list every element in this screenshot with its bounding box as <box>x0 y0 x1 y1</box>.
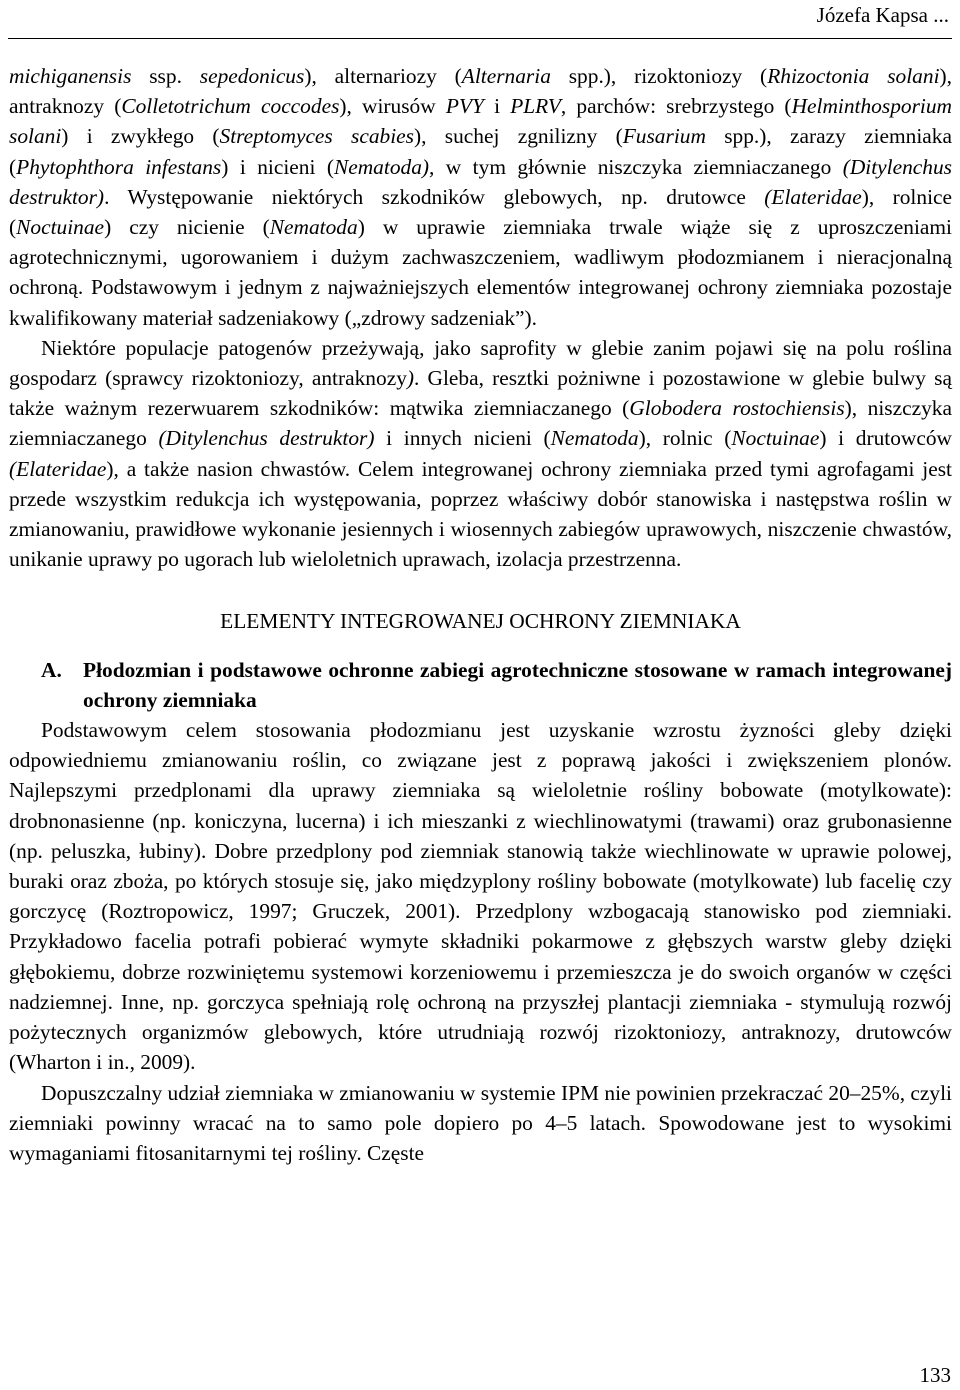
italic-text-run: Nematoda), <box>333 154 435 179</box>
text-run: Dopuszczalny udział ziemniaka w zmianowaniu w systemie IPM nie powinien przekraczać 20–25%, czyli ziemniaki powinny wracać na to samo pole dopiero po 4–5 latach. Spowodowane jest to wysokimi wymaganiami fitosanitarnymi tej rośliny. Częste <box>9 1080 952 1165</box>
italic-text-run: PVY <box>445 94 484 119</box>
paragraph <box>9 333 952 575</box>
page-number: 133 <box>919 1363 951 1387</box>
text-run: spp.), rizoktoniozy ( <box>550 64 768 88</box>
text-run: ) i nicieni ( <box>221 154 334 179</box>
text-run: ), rolnice ( <box>9 184 952 240</box>
italic-text-run: (Elateridae <box>9 456 107 481</box>
italic-text-run: ) <box>406 366 415 391</box>
italic-text-run: (Ditylenchus destruktor) <box>9 154 952 209</box>
header-rule <box>8 38 952 39</box>
text-run: ), rolnic ( <box>638 426 732 451</box>
italic-text-run: Globodera rostochiensis <box>629 396 845 421</box>
text-run: i <box>483 94 511 119</box>
subsection-title: Płodozmian i podstawowe ochronne zabiegi agrotechniczne stosowane w ramach integrowanej ochrony ziemniaka <box>83 657 952 712</box>
italic-text-run: Nematoda <box>550 426 639 451</box>
text-run: . Gleba, resztki pożniwne i pozostawione w glebie bulwy są także ważnym rezerwuarem szkodników: mątwika ziemniaczanego ( <box>9 366 952 421</box>
text-run: ), suchej zgnilizny ( <box>414 124 623 149</box>
text-run: ) i zwykłego ( <box>61 124 220 149</box>
text-run: ssp. <box>131 64 200 88</box>
italic-text-run: (Elateridae <box>764 184 862 209</box>
italic-text-run: Fusarium <box>622 124 706 149</box>
italic-text-run: Colletotrichum coccodes <box>121 94 340 119</box>
text-run: spp.), zarazy ziemniaka ( <box>9 124 952 179</box>
text-run: ) i drutowców <box>819 426 952 451</box>
italic-text-run: Helminthosporium solani <box>9 94 952 149</box>
text-run: ), wirusów <box>339 94 446 119</box>
paragraph <box>9 1078 952 1169</box>
running-header: Józefa Kapsa ... <box>816 3 949 27</box>
italic-text-run: Noctuinae <box>731 426 820 451</box>
text-run: , parchów: srebrzystego ( <box>560 94 792 119</box>
italic-text-run: michiganensis <box>9 64 132 88</box>
text-run: Podstawowym celem stosowania płodozmianu jest uzyskanie wzrostu żyzności gleby dzięki odpowiedniemu zmianowaniu roślin, co związane jest z poprawą jakości i zwiększeniem plonów. Najlepszymi przedplonami dla uprawy ziemniaka są wieloletnie rośliny bobowate (motylkowate): drobnonasienne (np. koniczyna, lucerna) i ich mieszanki z wiechlinowatymi (trawami) oraz grubonasienne (np. peluszka, łubiny). Dobre przedplony pod ziemniak stanowią także wiechlinowate w uprawie polowej, buraki oraz zboża, po których stosuje się, jako międzyplony rośliny bobowate (motylkowate) lub facelię czy gorczycę (Roztropowicz, 1997; Gruczek, 2001). Przedplony wzbogacają stanowisko pod ziemniaki. Przykładowo facelia potrafi pobierać wymyte składniki pokarmowe z głębszych warstw gleby dzięki głębokiemu, dobrze rozwiniętemu systemowi korzeniowemu i przemieszcza je do swoich organów w części nadziemnej. Inne, np. gorczyca spełniają rolę ochroną na przyszłej plantacji ziemniaka - stymulują rozwój pożytecznych organizmów glebowych, które utrudniają rozwój rizoktoniozy, antraknozy, drutowców (Wharton i in., 2009). <box>9 718 952 1075</box>
text-run: ) czy nicienie ( <box>104 215 270 240</box>
text-run: w tym głównie niszczyka ziemniaczanego <box>434 154 843 179</box>
text-run: ), niszczyka ziemniaczanego <box>9 396 952 451</box>
subsection-number: A. <box>41 657 62 682</box>
text-run: Niektóre populacje patogenów przeżywają, jako saprofity w glebie zanim pojawi się na polu roślina gospodarz (sprawcy rizoktoniozy, antraknozy <box>9 335 952 391</box>
page-body <box>9 61 952 1168</box>
text-run: ), a także nasion chwastów. Celem integrowanej ochrony ziemniaka przed tymi agrofagami jest przede wszystkim redukcja ich występowania, poprzez właściwy dobór stanowiska i następstwa roślin w zmianowaniu, prawidłowe wykonanie jesiennych i wiosennych zabiegów uprawowych, niszczenie chwastów, unikanie uprawy po ugorach lub wieloletnich uprawach, izolacja przestrzenna. <box>9 456 952 572</box>
text-run: ), antraknozy ( <box>9 64 953 119</box>
italic-text-run: (Ditylenchus destruktor) <box>158 426 375 451</box>
italic-text-run: sepedonicus <box>199 64 305 88</box>
paragraph <box>9 715 952 1077</box>
text-run: i innych nicieni ( <box>374 426 551 451</box>
text-run: ), alternariozy ( <box>304 64 462 88</box>
italic-text-run: Streptomyces scabies <box>219 124 415 149</box>
italic-text-run: Nematoda <box>269 215 358 240</box>
text-run: ) w uprawie ziemniaka trwale wiąże się z uproszczeniami agrotechnicznymi, ugorowaniem i dużym zachwaszczeniem, wadliwym płodozmianem i nieracjonalną ochroną. Podstawowym i jednym z najważniejszych elementów integrowanej ochrony ziemniaka pozostaje kwalifikowany materiał sadzeniakowy („zdrowy sadzeniak”). <box>9 215 952 330</box>
italic-text-run: Rhizoctonia solani <box>767 64 940 88</box>
text-run: . Występowanie niektórych szkodników glebowych, np. drutowce <box>104 184 765 209</box>
italic-text-run: Noctuinae <box>16 215 105 240</box>
italic-text-run: Phytophthora infestans <box>16 154 222 179</box>
section-heading: ELEMENTY INTEGROWANEJ OCHRONY ZIEMNIAKA <box>220 609 741 634</box>
italic-text-run: Alternaria <box>461 64 551 88</box>
subsection-heading <box>9 655 952 715</box>
paragraph <box>9 61 952 333</box>
italic-text-run: PLRV <box>510 94 561 119</box>
